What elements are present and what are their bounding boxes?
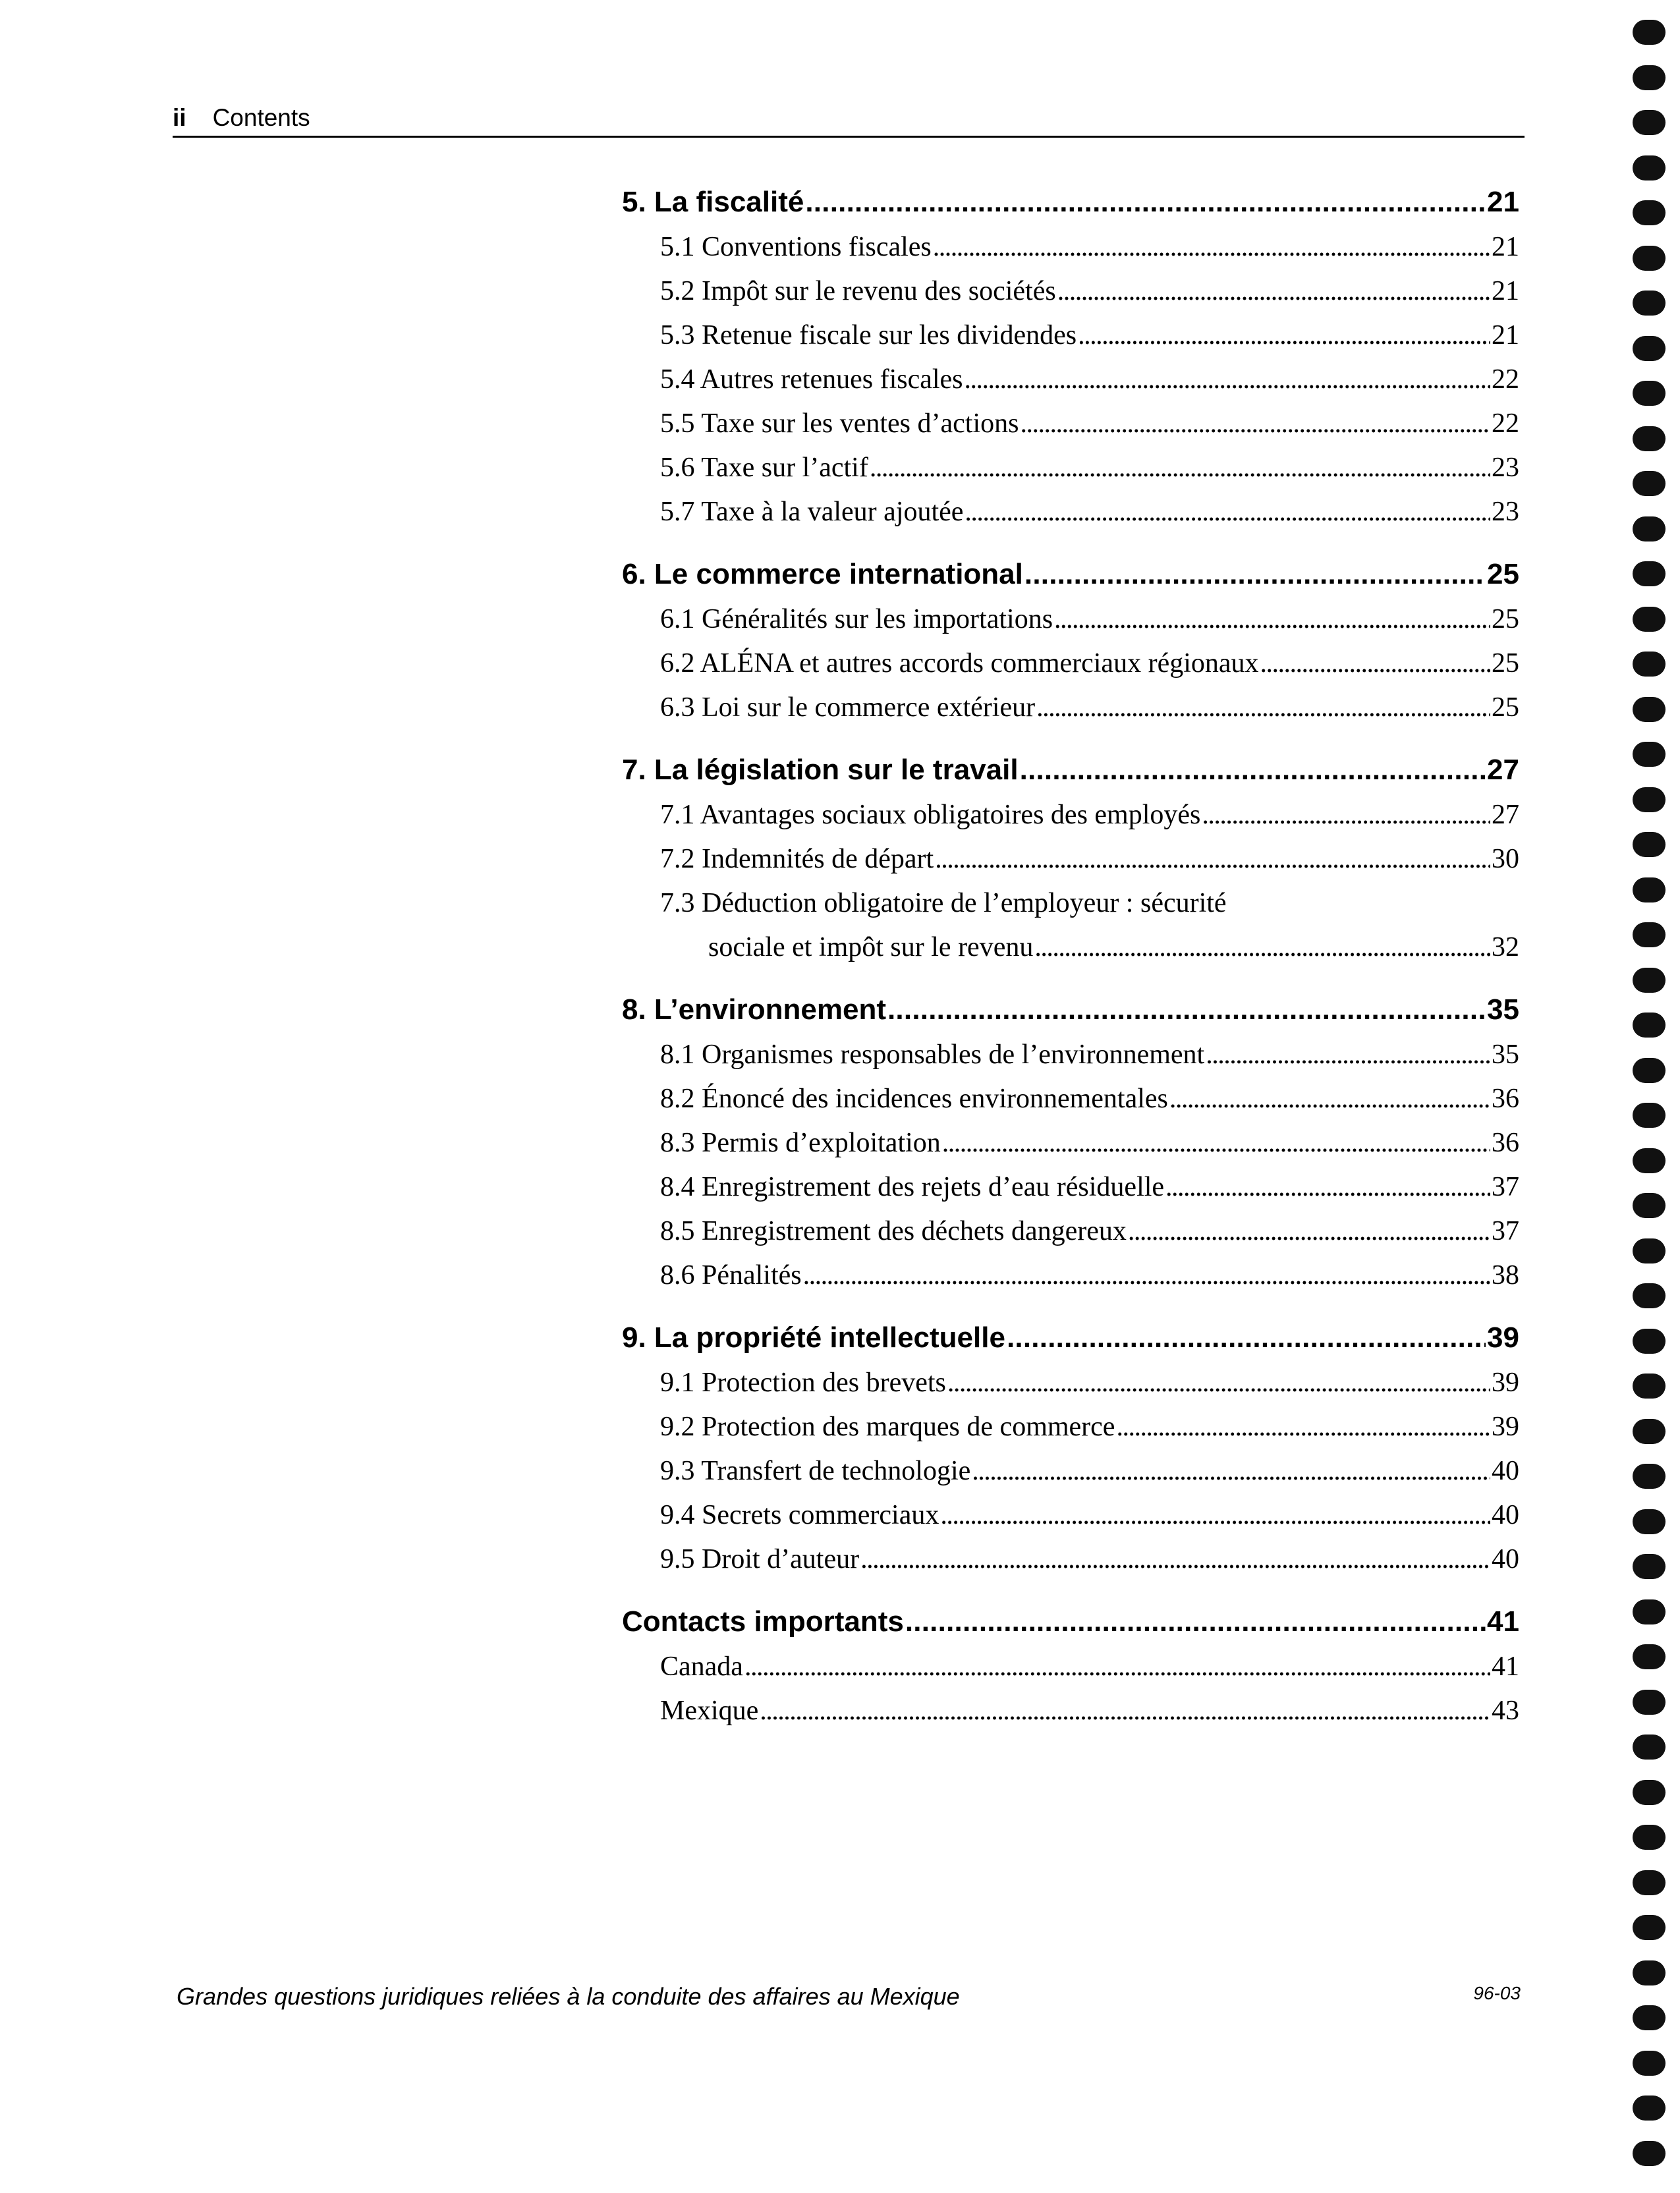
dot-leader (1206, 1033, 1490, 1077)
toc-entry-title: 9.5 Droit d’auteur (660, 1544, 860, 1574)
binding-hole (1633, 471, 1666, 496)
dot-leader (1020, 402, 1490, 446)
binding-hole (1633, 1193, 1666, 1218)
toc-entry-page: 21 (1487, 186, 1519, 218)
binding-hole (1633, 2051, 1666, 2076)
dot-leader (887, 987, 1486, 1033)
toc-entry-page: 43 (1492, 1696, 1519, 1726)
binding-hole (1633, 1419, 1666, 1444)
toc-entry-title: Canada (660, 1652, 743, 1682)
toc-entry-title: 9.2 Protection des marques de commerce (660, 1412, 1115, 1442)
toc-entry-title: 7.1 Avantages sociaux obligatoires des employés (660, 800, 1201, 830)
binding-hole (1633, 1374, 1666, 1399)
toc-entry-page: 27 (1487, 754, 1519, 786)
binding-hole (1633, 1058, 1666, 1083)
binding-hole (1633, 200, 1666, 225)
dot-leader (1078, 314, 1490, 358)
binding-hole (1633, 1148, 1666, 1173)
toc-entry-title: 8. L’environnement (622, 993, 886, 1026)
toc-subsection-entry[interactable] (622, 1033, 1519, 1077)
toc-subsection-entry[interactable] (622, 793, 1519, 837)
toc-entry-page: 30 (1492, 844, 1519, 874)
toc-entry-page: 39 (1492, 1412, 1519, 1442)
toc-entry-title: 7.2 Indemnités de départ (660, 844, 934, 874)
dot-leader (1128, 1209, 1490, 1254)
toc-subsection-entry[interactable] (622, 1361, 1519, 1405)
spiral-binding (1633, 13, 1668, 2187)
toc-subsection-entry[interactable] (622, 1449, 1519, 1493)
table-of-contents (622, 179, 1519, 1750)
dot-leader (1054, 597, 1490, 642)
toc-entry-page: 36 (1492, 1084, 1519, 1114)
toc-subsection-entry[interactable] (622, 490, 1519, 534)
toc-subsection-entry[interactable] (622, 1405, 1519, 1449)
dot-leader (905, 1599, 1486, 1645)
toc-subsection-entry[interactable] (622, 358, 1519, 402)
toc-section (622, 1599, 1519, 1733)
toc-entry-page: 39 (1492, 1368, 1519, 1398)
dot-leader (1020, 747, 1486, 793)
dot-leader (1034, 926, 1490, 970)
toc-subsection-entry[interactable] (622, 1165, 1519, 1209)
toc-entry-page: 41 (1487, 1605, 1519, 1638)
toc-entry-page: 22 (1492, 364, 1519, 395)
binding-hole (1633, 561, 1666, 586)
binding-hole (1633, 1013, 1666, 1038)
dot-leader (942, 1121, 1490, 1165)
binding-hole (1633, 1238, 1666, 1263)
binding-hole (1633, 1870, 1666, 1895)
toc-subsection-entry[interactable] (622, 1209, 1519, 1254)
dot-leader (870, 446, 1490, 490)
dot-leader (760, 1689, 1490, 1733)
toc-subsection-entry[interactable] (622, 1077, 1519, 1121)
toc-subsection-entry[interactable] (622, 1645, 1519, 1689)
binding-hole (1633, 20, 1666, 45)
dot-leader (940, 1493, 1490, 1538)
toc-chapter-entry[interactable] (622, 747, 1519, 793)
binding-hole (1633, 516, 1666, 541)
toc-entry-page: 35 (1487, 993, 1519, 1026)
toc-entry-page: 25 (1487, 558, 1519, 590)
toc-entry-page: 41 (1492, 1652, 1519, 1682)
dot-leader (935, 837, 1490, 881)
toc-entry-title: 9.4 Secrets commerciaux (660, 1500, 939, 1530)
binding-hole (1633, 1915, 1666, 1940)
toc-chapter-entry[interactable] (622, 987, 1519, 1033)
toc-subsection-entry[interactable] (622, 446, 1519, 490)
toc-entry-title: 5.5 Taxe sur les ventes d’actions (660, 408, 1019, 439)
page-header (173, 100, 1525, 138)
toc-section (622, 987, 1519, 1298)
toc-subsection-entry[interactable] (622, 1121, 1519, 1165)
binding-hole (1633, 1825, 1666, 1850)
binding-hole (1633, 1735, 1666, 1760)
toc-entry-title: 5.4 Autres retenues fiscales (660, 364, 963, 395)
binding-hole (1633, 1283, 1666, 1308)
dot-leader (1007, 1315, 1486, 1361)
binding-hole (1633, 742, 1666, 767)
toc-entry-page: 21 (1492, 232, 1519, 262)
toc-entry-page: 40 (1492, 1500, 1519, 1530)
toc-section (622, 1315, 1519, 1582)
dot-leader (1036, 686, 1490, 730)
toc-entry-page: 32 (1492, 932, 1519, 962)
header-page-number: ii (173, 104, 186, 131)
dot-leader (1024, 551, 1486, 597)
toc-subsection-entry[interactable] (622, 837, 1519, 881)
dot-leader (965, 358, 1490, 402)
binding-hole (1633, 1690, 1666, 1715)
dot-leader (1260, 642, 1490, 686)
toc-chapter-entry[interactable] (622, 1315, 1519, 1361)
dot-leader (972, 1449, 1490, 1493)
binding-hole (1633, 381, 1666, 406)
toc-entry-title: 5.3 Retenue fiscale sur les dividendes (660, 320, 1077, 350)
toc-entry-title: 6.3 Loi sur le commerce extérieur (660, 692, 1036, 723)
toc-entry-page: 23 (1492, 453, 1519, 483)
binding-hole (1633, 697, 1666, 722)
binding-hole (1633, 787, 1666, 812)
toc-entry-title: 5.2 Impôt sur le revenu des sociétés (660, 276, 1056, 306)
toc-entry-page: 25 (1492, 648, 1519, 679)
dot-leader (1057, 269, 1490, 314)
binding-hole (1633, 2096, 1666, 2121)
toc-entry-title: 8.5 Enregistrement des déchets dangereux (660, 1216, 1127, 1246)
binding-hole (1633, 336, 1666, 361)
toc-entry-title: Contacts importants (622, 1605, 904, 1638)
binding-hole (1633, 110, 1666, 135)
header-title: Contents (212, 104, 310, 131)
toc-chapter-entry[interactable] (622, 179, 1519, 225)
footer-code: 96-03 (1473, 1983, 1521, 2003)
toc-entry-title: 8.3 Permis d’exploitation (660, 1128, 941, 1158)
toc-entry-title: 9.1 Protection des brevets (660, 1368, 946, 1398)
toc-entry-page: 38 (1492, 1260, 1519, 1291)
binding-hole (1633, 652, 1666, 677)
dot-leader (803, 1254, 1490, 1298)
binding-hole (1633, 65, 1666, 90)
dot-leader (860, 1538, 1490, 1582)
dot-leader (933, 225, 1490, 269)
toc-entry-page: 23 (1492, 497, 1519, 527)
toc-entry-title: 9.3 Transfert de technologie (660, 1456, 971, 1486)
binding-hole (1633, 1103, 1666, 1128)
toc-entry-title: 5.7 Taxe à la valeur ajoutée (660, 497, 964, 527)
dot-leader (947, 1361, 1490, 1405)
toc-section (622, 747, 1519, 970)
toc-section (622, 551, 1519, 730)
toc-entry-page: 25 (1492, 692, 1519, 723)
binding-hole (1633, 832, 1666, 857)
toc-subsection-entry[interactable] (622, 1493, 1519, 1538)
toc-subsection-entry[interactable] (622, 314, 1519, 358)
toc-chapter-entry[interactable] (622, 1599, 1519, 1645)
footer-book-title: Grandes questions juridiques reliées à la conduite des affaires au Mexique (177, 1983, 960, 2010)
toc-entry-title: 5.1 Conventions fiscales (660, 232, 932, 262)
binding-hole (1633, 877, 1666, 902)
toc-entry-title: 8.2 Énoncé des incidences environnementales (660, 1084, 1168, 1114)
toc-entry-title: 8.6 Pénalités (660, 1260, 802, 1291)
toc-entry-title: 6.2 ALÉNA et autres accords commerciaux régionaux (660, 648, 1259, 679)
toc-subsection-entry[interactable] (622, 1538, 1519, 1582)
toc-entry-continuation (660, 926, 1519, 970)
toc-entry-title: sociale et impôt sur le revenu (708, 932, 1034, 962)
dot-leader (805, 179, 1486, 225)
toc-subsection-entry[interactable] (622, 402, 1519, 446)
binding-hole (1633, 607, 1666, 632)
toc-entry-title: 9. La propriété intellectuelle (622, 1321, 1005, 1354)
binding-hole (1633, 1960, 1666, 1985)
binding-hole (1633, 155, 1666, 180)
page-footer (177, 1983, 1525, 2011)
binding-hole (1633, 1780, 1666, 1805)
binding-hole (1633, 1599, 1666, 1624)
toc-entry-title: 8.1 Organismes responsables de l’environnement (660, 1040, 1205, 1070)
toc-subsection-entry[interactable] (622, 269, 1519, 314)
toc-entry-title: 5. La fiscalité (622, 186, 804, 218)
dot-leader (965, 490, 1490, 534)
toc-entry-page: 37 (1492, 1216, 1519, 1246)
toc-chapter-entry[interactable] (622, 551, 1519, 597)
binding-hole (1633, 2141, 1666, 2166)
dot-leader (1116, 1405, 1490, 1449)
toc-entry-title: 7.3 Déduction obligatoire de l’employeur : sécurité (660, 888, 1227, 918)
toc-entry-page: 36 (1492, 1128, 1519, 1158)
binding-hole (1633, 2005, 1666, 2030)
toc-subsection-entry[interactable] (622, 686, 1519, 730)
dot-leader (744, 1645, 1490, 1689)
toc-subsection-entry[interactable] (622, 225, 1519, 269)
toc-entry-page: 40 (1492, 1456, 1519, 1486)
toc-subsection-entry[interactable] (622, 597, 1519, 642)
binding-hole (1633, 1644, 1666, 1669)
toc-subsection-entry[interactable] (622, 881, 1519, 970)
toc-entry-title: 6. Le commerce international (622, 558, 1023, 590)
toc-entry-title: 5.6 Taxe sur l’actif (660, 453, 868, 483)
toc-entry-title: 8.4 Enregistrement des rejets d’eau résiduelle (660, 1172, 1165, 1202)
toc-entry-title: Mexique (660, 1696, 759, 1726)
dot-leader (1202, 793, 1490, 837)
binding-hole (1633, 1509, 1666, 1534)
binding-hole (1633, 1329, 1666, 1354)
toc-entry-page: 39 (1487, 1321, 1519, 1354)
binding-hole (1633, 1464, 1666, 1489)
toc-entry-page: 37 (1492, 1172, 1519, 1202)
toc-entry-page: 22 (1492, 408, 1519, 439)
binding-hole (1633, 968, 1666, 993)
toc-entry-title: 7. La législation sur le travail (622, 754, 1019, 786)
dot-leader (1165, 1165, 1490, 1209)
binding-hole (1633, 922, 1666, 947)
toc-entry-page: 21 (1492, 320, 1519, 350)
binding-hole (1633, 291, 1666, 316)
toc-section (622, 179, 1519, 534)
toc-subsection-entry[interactable] (622, 642, 1519, 686)
toc-subsection-entry[interactable] (622, 1254, 1519, 1298)
dot-leader (1169, 1077, 1490, 1121)
binding-hole (1633, 1554, 1666, 1579)
toc-subsection-entry[interactable] (622, 1689, 1519, 1733)
toc-entry-page: 21 (1492, 276, 1519, 306)
toc-entry-page: 35 (1492, 1040, 1519, 1070)
toc-entry-page: 40 (1492, 1544, 1519, 1574)
binding-hole (1633, 426, 1666, 451)
toc-entry-title: 6.1 Généralités sur les importations (660, 604, 1053, 634)
toc-entry-page: 27 (1492, 800, 1519, 830)
toc-entry-page: 25 (1492, 604, 1519, 634)
binding-hole (1633, 246, 1666, 271)
